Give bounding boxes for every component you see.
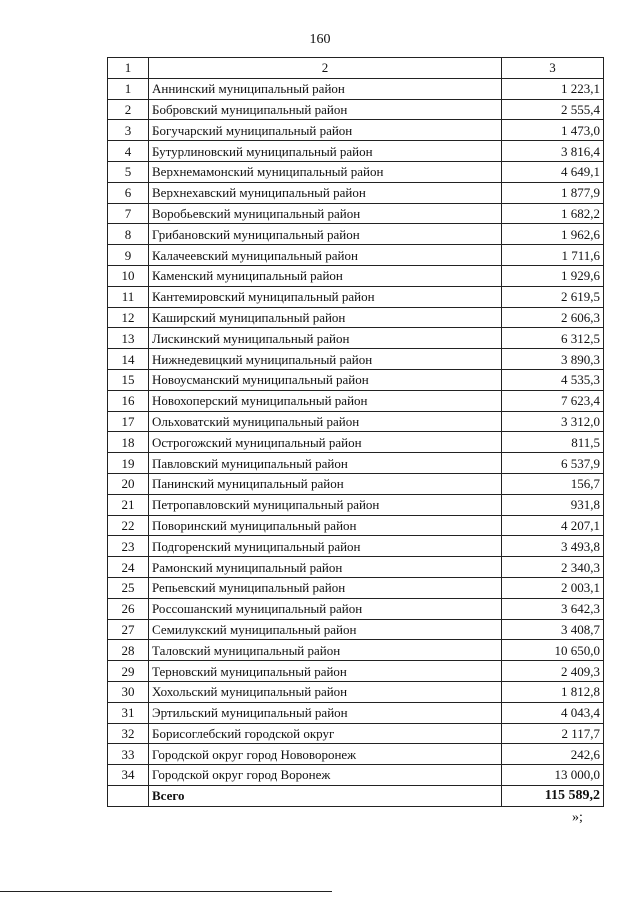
- district-name: Бобровский муниципальный район: [149, 99, 502, 120]
- amount-value: 3 408,7: [502, 619, 604, 640]
- district-name: Петропавловский муниципальный район: [149, 494, 502, 515]
- district-name: Семилукский муниципальный район: [149, 619, 502, 640]
- row-number: 8: [108, 224, 149, 245]
- row-number: 25: [108, 577, 149, 598]
- table-row: [108, 453, 604, 474]
- row-number: 21: [108, 494, 149, 515]
- row-number: 31: [108, 702, 149, 723]
- district-name: Новоусманский муниципальный район: [149, 369, 502, 390]
- table-row: [108, 161, 604, 182]
- total-label: Всего: [149, 785, 502, 806]
- amount-value: 2 555,4: [502, 99, 604, 120]
- district-name: Калачеевский муниципальный район: [149, 245, 502, 266]
- table-row: [108, 286, 604, 307]
- table-header-row: [108, 58, 604, 79]
- table-row: [108, 661, 604, 682]
- amount-value: 811,5: [502, 432, 604, 453]
- district-name: Россошанский муниципальный район: [149, 598, 502, 619]
- district-name: Новохоперский муниципальный район: [149, 390, 502, 411]
- total-value: 115 589,2: [502, 785, 604, 806]
- row-number: 22: [108, 515, 149, 536]
- row-number: 15: [108, 369, 149, 390]
- row-number: 1: [108, 78, 149, 99]
- amount-value: 3 493,8: [502, 536, 604, 557]
- amount-value: 3 642,3: [502, 598, 604, 619]
- table-row: [108, 141, 604, 162]
- amount-value: 931,8: [502, 494, 604, 515]
- row-number: 16: [108, 390, 149, 411]
- row-number: 28: [108, 640, 149, 661]
- table-row: [108, 411, 604, 432]
- table-row: [108, 349, 604, 370]
- district-name: Каширский муниципальный район: [149, 307, 502, 328]
- district-name: Таловский муниципальный район: [149, 640, 502, 661]
- district-name: Воробьевский муниципальный район: [149, 203, 502, 224]
- row-number: 9: [108, 245, 149, 266]
- district-name: Городской округ город Воронеж: [149, 765, 502, 786]
- amount-value: 2 619,5: [502, 286, 604, 307]
- amount-value: 2 606,3: [502, 307, 604, 328]
- total-row: [108, 785, 604, 806]
- table-row: [108, 203, 604, 224]
- amount-value: 4 535,3: [502, 369, 604, 390]
- table-row: [108, 765, 604, 786]
- amount-value: 6 537,9: [502, 453, 604, 474]
- row-number: 29: [108, 661, 149, 682]
- table-row: [108, 577, 604, 598]
- table-row: [108, 265, 604, 286]
- district-name: Верхнехавский муниципальный район: [149, 182, 502, 203]
- district-name: Каменский муниципальный район: [149, 265, 502, 286]
- amount-value: 6 312,5: [502, 328, 604, 349]
- data-table: [107, 57, 604, 807]
- row-number: 34: [108, 765, 149, 786]
- district-name: Нижнедевицкий муниципальный район: [149, 349, 502, 370]
- district-name: Лискинский муниципальный район: [149, 328, 502, 349]
- row-number: 5: [108, 161, 149, 182]
- district-name: Аннинский муниципальный район: [149, 78, 502, 99]
- row-number: 6: [108, 182, 149, 203]
- table-body: [108, 58, 604, 807]
- header-cell-3: 3: [502, 58, 604, 79]
- amount-value: 3 312,0: [502, 411, 604, 432]
- district-name: Бутурлиновский муниципальный район: [149, 141, 502, 162]
- table-row: [108, 473, 604, 494]
- amount-value: 4 207,1: [502, 515, 604, 536]
- district-name: Эртильский муниципальный район: [149, 702, 502, 723]
- table-row: [108, 120, 604, 141]
- amount-value: 1 223,1: [502, 78, 604, 99]
- amount-value: 13 000,0: [502, 765, 604, 786]
- district-name: Борисоглебский городской округ: [149, 723, 502, 744]
- district-name: Богучарский муниципальный район: [149, 120, 502, 141]
- amount-value: 7 623,4: [502, 390, 604, 411]
- table-row: [108, 515, 604, 536]
- table-row: [108, 723, 604, 744]
- header-cell-1: 1: [108, 58, 149, 79]
- amount-value: 3 890,3: [502, 349, 604, 370]
- district-name: Городской округ город Нововоронеж: [149, 744, 502, 765]
- amount-value: 4 649,1: [502, 161, 604, 182]
- table-row: [108, 640, 604, 661]
- amount-value: 2 340,3: [502, 557, 604, 578]
- row-number: 32: [108, 723, 149, 744]
- amount-value: 2 117,7: [502, 723, 604, 744]
- table-row: [108, 681, 604, 702]
- footer-rule: [0, 891, 332, 892]
- table-row: [108, 369, 604, 390]
- amount-value: 10 650,0: [502, 640, 604, 661]
- row-number: 26: [108, 598, 149, 619]
- district-name: Ольховатский муниципальный район: [149, 411, 502, 432]
- district-name: Кантемировский муниципальный район: [149, 286, 502, 307]
- row-number: 24: [108, 557, 149, 578]
- amount-value: 1 962,6: [502, 224, 604, 245]
- row-number: 14: [108, 349, 149, 370]
- district-name: Павловский муниципальный район: [149, 453, 502, 474]
- amount-value: 156,7: [502, 473, 604, 494]
- row-number: 4: [108, 141, 149, 162]
- row-number: 27: [108, 619, 149, 640]
- table-row: [108, 307, 604, 328]
- table-row: [108, 99, 604, 120]
- row-number: 17: [108, 411, 149, 432]
- row-number: 20: [108, 473, 149, 494]
- district-name: Грибановский муниципальный район: [149, 224, 502, 245]
- row-number: 13: [108, 328, 149, 349]
- district-name: Панинский муниципальный район: [149, 473, 502, 494]
- page-number: 160: [309, 32, 331, 47]
- row-number: 10: [108, 265, 149, 286]
- district-name: Терновский муниципальный район: [149, 661, 502, 682]
- amount-value: 1 682,2: [502, 203, 604, 224]
- row-number: 18: [108, 432, 149, 453]
- table-row: [108, 432, 604, 453]
- district-name: Поворинский муниципальный район: [149, 515, 502, 536]
- row-number: 3: [108, 120, 149, 141]
- table-row: [108, 744, 604, 765]
- amount-value: 2 003,1: [502, 577, 604, 598]
- district-name: Острогожский муниципальный район: [149, 432, 502, 453]
- table-row: [108, 182, 604, 203]
- row-number: 11: [108, 286, 149, 307]
- row-number: 7: [108, 203, 149, 224]
- amount-value: 242,6: [502, 744, 604, 765]
- row-number: 33: [108, 744, 149, 765]
- amount-value: 4 043,4: [502, 702, 604, 723]
- amount-value: 1 877,9: [502, 182, 604, 203]
- row-number: 23: [108, 536, 149, 557]
- district-name: Хохольский муниципальный район: [149, 681, 502, 702]
- table-row: [108, 245, 604, 266]
- table-row: [108, 702, 604, 723]
- total-number-cell: [108, 785, 149, 806]
- table-row: [108, 598, 604, 619]
- table-row: [108, 536, 604, 557]
- table-row: [108, 390, 604, 411]
- table-row: [108, 557, 604, 578]
- row-number: 19: [108, 453, 149, 474]
- district-name: Репьевский муниципальный район: [149, 577, 502, 598]
- row-number: 2: [108, 99, 149, 120]
- row-number: 30: [108, 681, 149, 702]
- amount-value: 3 816,4: [502, 141, 604, 162]
- amount-value: 1 711,6: [502, 245, 604, 266]
- district-name: Верхнемамонский муниципальный район: [149, 161, 502, 182]
- amount-value: 1 929,6: [502, 265, 604, 286]
- header-cell-2: 2: [149, 58, 502, 79]
- amount-value: 1 473,0: [502, 120, 604, 141]
- amount-value: 2 409,3: [502, 661, 604, 682]
- table-row: [108, 619, 604, 640]
- amount-value: 1 812,8: [502, 681, 604, 702]
- district-name: Подгоренский муниципальный район: [149, 536, 502, 557]
- table-row: [108, 494, 604, 515]
- closing-quote-mark: »;: [572, 810, 583, 825]
- row-number: 12: [108, 307, 149, 328]
- table-row: [108, 328, 604, 349]
- district-name: Рамонский муниципальный район: [149, 557, 502, 578]
- table-row: [108, 224, 604, 245]
- table-row: [108, 78, 604, 99]
